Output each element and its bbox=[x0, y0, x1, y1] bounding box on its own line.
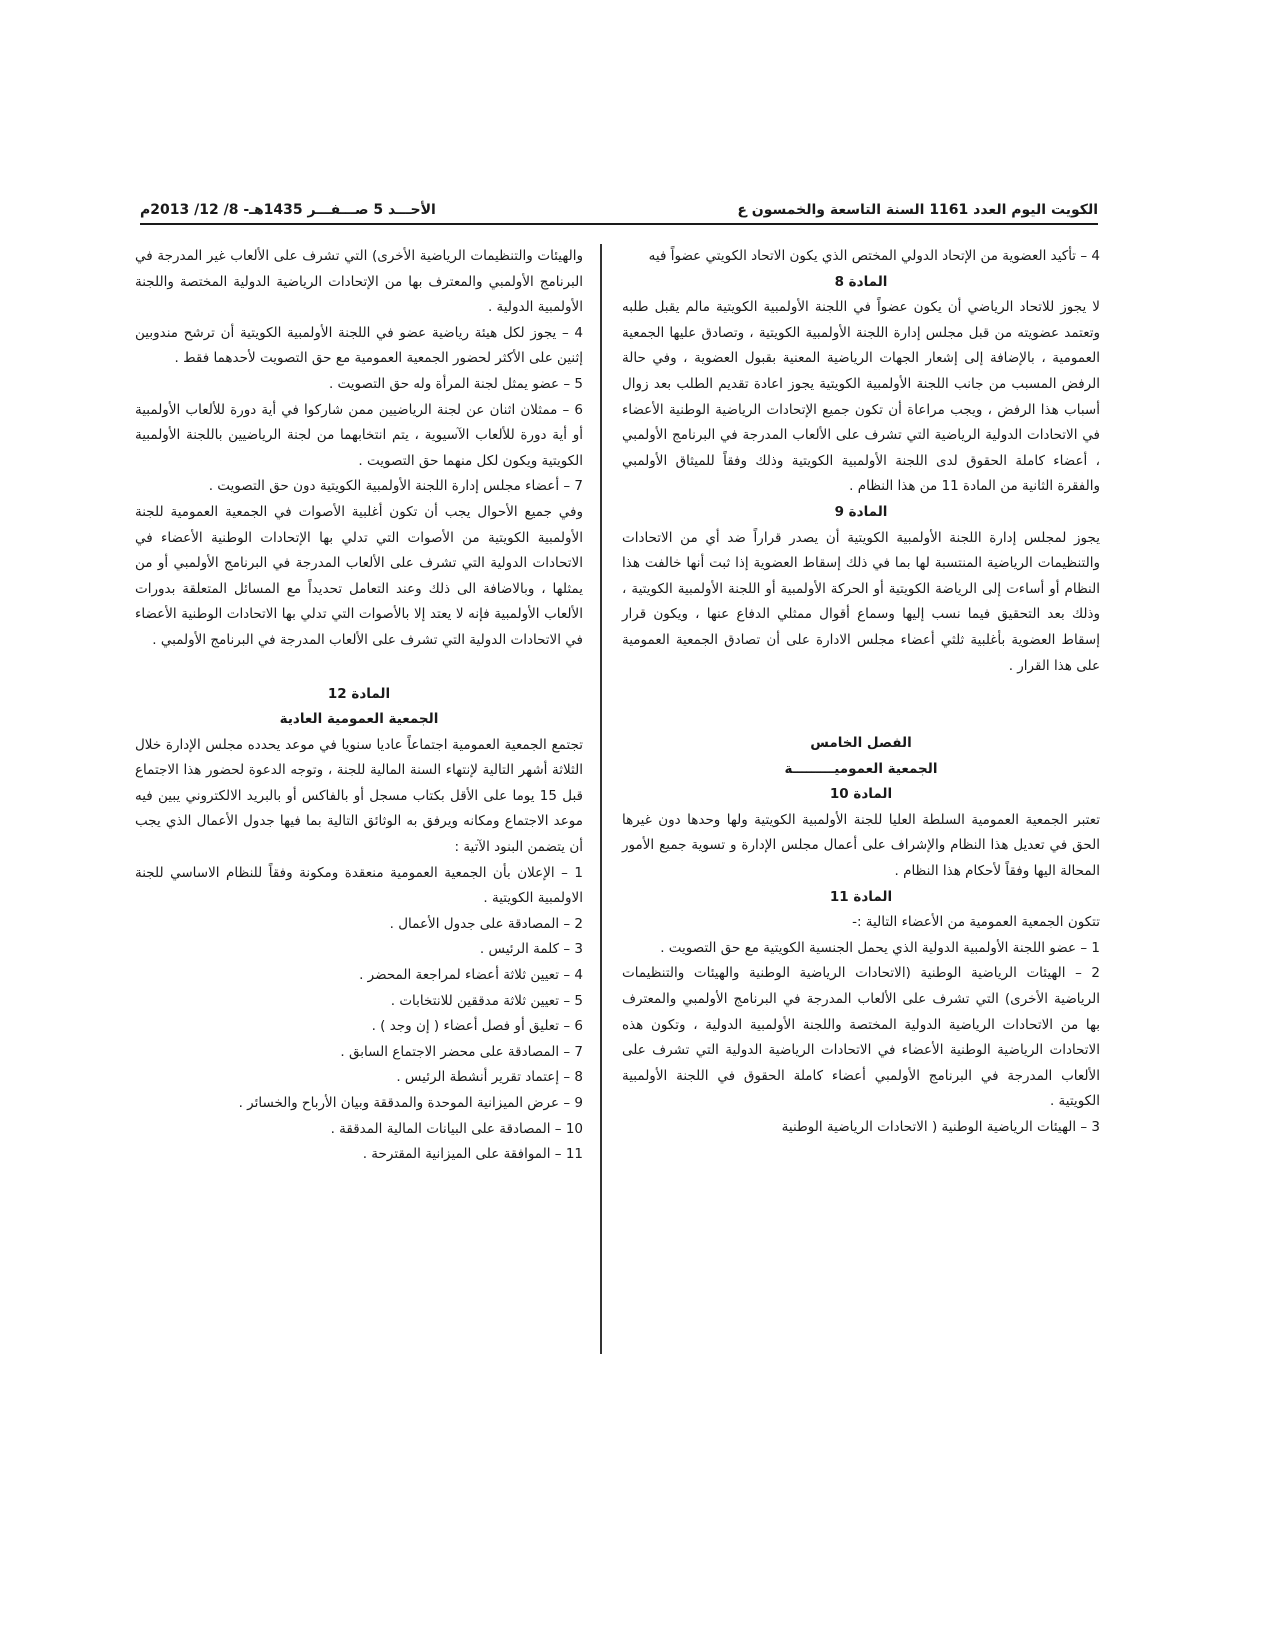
header-date: الأحـــد 5 صـــفـــر 1435هـ- 8/ 12/ 2013م bbox=[140, 202, 436, 218]
left-column bbox=[135, 244, 583, 1168]
article-10-text: تعتبر الجمعية العمومية السلطة العليا للجنة الأولمبية الكويتية ولها وحدها دون غيرها الحق في تعديل هذا النظام والإشراف على أعمال مجلس الإدارة و تسوية جميع الأمور المحالة اليها وفقاً لأحكام هذا النظام . bbox=[622, 811, 1100, 880]
article-11-intro: تتكون الجمعية العمومية من الأعضاء التالية :- bbox=[852, 914, 1100, 931]
agenda-item: 11 – الموافقة على الميزانية المقترحة . bbox=[362, 1146, 583, 1163]
article-8-title: المادة 8 bbox=[834, 273, 888, 290]
paragraph: والهيئات والتنظيمات الرياضية الأخرى) التي تشرف على الألعاب غير المدرجة في البرنامج الأولمبي والمعترف بها من الإتحادات الرياضية الدولية المختصة واللجنة الأولمبية الدولية . bbox=[135, 248, 583, 316]
paragraph: وفي جميع الأحوال يجب أن تكون أغلبية الأصوات في الجمعية العمومية للجنة الأولمبية الكويتية من الأصوات التي تدلي بها الإتحادات الوطنية الأعضاء في الاتحادات الدولية التي تشرف على الألعاب المدرجة في البرنامج الأولمبي أو من يمثلها ، وبالاضافة الى ذلك وعند التعامل تحديداً مع المسائل المتعلقة بدورات الألعاب الأولمبية فإنه لا يعتد إلا بالأصوات التي تدلي بها الاتحادات الوطنية الأعضاء في الاتحادات الدولية التي تشرف على الألعاب المدرجة في البرنامج الأولمبي . bbox=[135, 503, 583, 648]
article-11-title: المادة 11 bbox=[829, 888, 893, 905]
article-8-text: لا يجوز للاتحاد الرياضي أن يكون عضواً في اللجنة الأولمبية الكويتية مالم يقبل طلبه وتعتمد عضويته من قبل مجلس إدارة اللجنة الأولمبية الكويتية ، وتصادق عليها الجمعية العمومية ، بالإضافة إلى إشعار الجهات الرياضية المعنية بقبول العضوية ، وفي حالة الرفض المسبب من جانب اللجنة الأولمبية الكويتية يجوز اعادة تقديم الطلب بعد زوال أسباب هذا الرفض ، ويجب مراعاة أن تكون جميع الإتحادات الرياضية الوطنية الأعضاء في الاتحادات الدولية الرياضية التي تشرف على الألعاب المدرجة في البرنامج الأولمبي ، أعضاء كاملة الحقوق لدى اللجنة الأولمبية الكويتية وذلك وفقاً للميثاق الأولمبي والفقرة الثانية من المادة 11 من هذا النظام . bbox=[622, 299, 1100, 495]
chapter-subtitle: الجمعية العموميـــــــــة bbox=[784, 760, 938, 777]
paragraph: 4 – تأكيد العضوية من الإتحاد الدولي المختص الذي يكون الاتحاد الكويتي عضواً فيه bbox=[648, 248, 1100, 264]
paragraph: 6 – ممثلان اثنان عن لجنة الرياضيين ممن شاركوا في أية دورة للألعاب الأولمبية أو أية دورة للألعاب الآسيوية ، يتم انتخابهما من لجنة الرياضيين باللجنة الأولمبية الكويتية ويكون لكل منهما حق التصويت . bbox=[135, 401, 583, 469]
page-header bbox=[140, 200, 1098, 225]
agenda-item: 2 – المصادقة على جدول الأعمال . bbox=[389, 915, 583, 932]
article-11-item: 3 – الهيئات الرياضية الوطنية ( الاتحادات الرياضية الوطنية bbox=[781, 1119, 1100, 1135]
paragraph: 7 – أعضاء مجلس إدارة اللجنة الأولمبية الكويتية دون حق التصويت . bbox=[208, 478, 583, 495]
chapter-title: الفصل الخامس bbox=[810, 735, 912, 752]
agenda-item: 10 – المصادقة على البيانات المالية المدققة . bbox=[330, 1120, 583, 1137]
article-10-title: المادة 10 bbox=[829, 786, 893, 803]
paragraph: 4 – يجوز لكل هيئة رياضية عضو في اللجنة الأولمبية الكويتية أن ترشح مندوبين إثنين على الأكثر لحضور الجمعية العمومية مع حق التصويت لأحدهما فقط . bbox=[135, 324, 583, 367]
agenda-item: 7 – المصادقة على محضر الاجتماع السابق . bbox=[340, 1043, 583, 1060]
agenda-item: 6 – تعليق أو فصل أعضاء ( إن وجد ) . bbox=[371, 1018, 583, 1035]
article-9-title: المادة 9 bbox=[834, 503, 888, 520]
article-11-item: 2 – الهيئات الرياضية الوطنية (الاتحادات الرياضية الوطنية والهيئات والتنظيمات الرياضية الأخرى) التي تشرف على الألعاب المدرجة في البرنامج الأولمبي والمعترف بها من الاتحادات الرياضية الدولية المختصة واللجنة الأولمبية الدولية ، وتكون هذه الاتحادات الرياضية الوطنية الأعضاء في الاتحادات الرياضية الدولية التي تشرف على الألعاب المدرجة في البرنامج الأولمبي أعضاء كاملة الحقوق في اللجنة الأولمبية الكويتية . bbox=[622, 965, 1100, 1110]
agenda-item: 4 – تعيين ثلاثة أعضاء لمراجعة المحضر . bbox=[359, 967, 583, 984]
agenda-item: 9 – عرض الميزانية الموحدة والمدققة وبيان الأرباح والخسائر . bbox=[238, 1095, 583, 1111]
article-9-text: يجوز لمجلس إدارة اللجنة الأولمبية الكويتية أن يصدر قراراً ضد أي من الاتحادات والتنظيمات الرياضية المنتسبة لها بما في ذلك إسقاط العضوية إذا ثبت أنها خالفت هذا النظام أو أساءت إلى الرياضة الكويتية أو الحركة الأولمبية أو اللجنة الأولمبية الكويتية ، وذلك بعد التحقيق فيما نسب إليها وسماع أقوال ممثلي الدفاع عنها ، ويكون قرار إسقاط العضوية بأغلبية ثلثي أعضاء مجلس الادارة على أن تصادق الجمعية العمومية على هذا القرار . bbox=[622, 529, 1100, 674]
header-publication: الكويت اليوم العدد 1161 السنة التاسعة والخمسون ع bbox=[737, 202, 1098, 218]
paragraph: 5 – عضو يمثل لجنة المرأة وله حق التصويت . bbox=[328, 375, 583, 392]
article-12-subtitle: الجمعية العمومية العادية bbox=[279, 711, 439, 728]
agenda-item: 3 – كلمة الرئيس . bbox=[479, 941, 583, 958]
right-column bbox=[622, 244, 1100, 1141]
article-12-title: المادة 12 bbox=[327, 685, 391, 702]
agenda-item: 8 – إعتماد تقرير أنشطة الرئيس . bbox=[396, 1069, 583, 1086]
article-12-text: تجتمع الجمعية العمومية اجتماعاً عاديا سنويا في موعد يحدده مجلس الإدارة خلال الثلاثة أشهر التالية لإنتهاء السنة المالية للجنة ، وتوجه الدعوة لحضور هذا الاجتماع قبل 15 يوما على الأقل بكتاب مسجل أو بالفاكس أو بالبريد الالكتروني يبين فيه موعد الاجتماع ومكانه ويرفق به الوثائق التالية بما فيها جدول الأعمال الذي يجب أن يتضمن البنود الآتية : bbox=[135, 736, 583, 856]
column-divider bbox=[600, 244, 602, 1354]
agenda-item: 5 – تعيين ثلاثة مدققين للانتخابات . bbox=[390, 992, 583, 1009]
article-11-item: 1 – عضو اللجنة الأولمبية الدولية الذي يحمل الجنسية الكويتية مع حق التصويت . bbox=[660, 939, 1100, 956]
agenda-item: 1 – الإعلان بأن الجمعية العمومية منعقدة ومكونة وفقاً للنظام الاساسي للجنة الاولمبية الكويتية . bbox=[135, 864, 583, 907]
